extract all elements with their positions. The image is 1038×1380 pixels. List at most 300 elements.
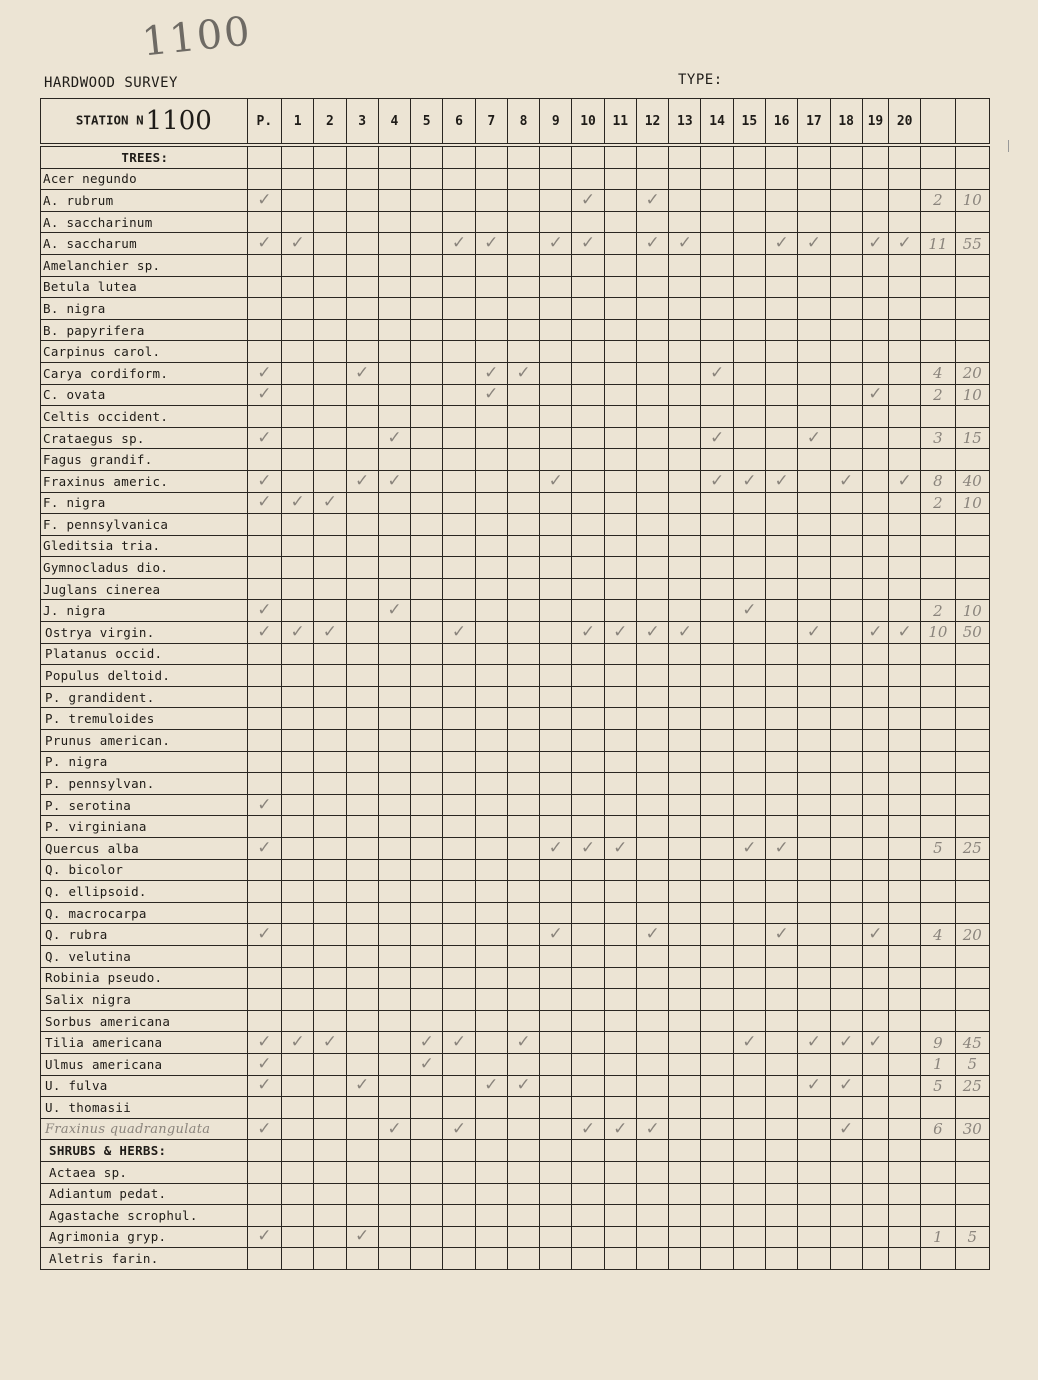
total-count: 3 <box>921 427 955 449</box>
station-cell <box>701 643 733 665</box>
station-cell <box>314 1140 346 1162</box>
species-name: Quercus alba <box>41 838 248 860</box>
column-header: 18 <box>830 99 862 146</box>
total-count <box>921 1161 955 1183</box>
station-cell <box>889 816 921 838</box>
station-cell <box>247 751 281 773</box>
station-cell <box>411 341 443 363</box>
column-header: 10 <box>572 99 604 146</box>
species-row <box>41 1226 990 1248</box>
station-cell <box>862 945 888 967</box>
frequency-percent: 10 <box>955 190 989 212</box>
station-cell <box>862 406 888 428</box>
station-cell <box>572 535 604 557</box>
station-cell <box>636 492 668 514</box>
station-cell <box>572 730 604 752</box>
station-cell <box>604 945 636 967</box>
species-name: U. thomasii <box>41 1097 248 1119</box>
station-cell <box>443 492 475 514</box>
station-cell <box>798 1118 830 1140</box>
station-cell <box>247 514 281 536</box>
station-cell <box>443 945 475 967</box>
total-count <box>921 1097 955 1119</box>
station-cell <box>247 686 281 708</box>
station-cell <box>889 1205 921 1227</box>
station-cell <box>282 989 314 1011</box>
check-mark: ✓ <box>798 1075 830 1097</box>
station-cell <box>282 730 314 752</box>
station-cell <box>572 384 604 406</box>
station-cell <box>701 276 733 298</box>
station-cell <box>443 1183 475 1205</box>
station-cell <box>604 384 636 406</box>
station-cell <box>346 1053 378 1075</box>
column-header: 8 <box>507 99 539 146</box>
check-mark: ✓ <box>798 427 830 449</box>
station-cell <box>669 773 701 795</box>
station-cell <box>411 665 443 687</box>
station-cell <box>669 989 701 1011</box>
station-cell <box>701 816 733 838</box>
station-cell <box>475 535 507 557</box>
station-cell <box>507 578 539 600</box>
station-cell <box>475 168 507 190</box>
station-cell <box>572 945 604 967</box>
check-mark: ✓ <box>798 1032 830 1054</box>
column-header <box>955 99 989 146</box>
species-name: Gleditsia tria. <box>41 535 248 557</box>
frequency-percent <box>955 967 989 989</box>
station-cell <box>507 427 539 449</box>
check-mark: ✓ <box>830 1032 862 1054</box>
station-cell <box>889 945 921 967</box>
header-row <box>41 99 990 146</box>
station-cell <box>282 924 314 946</box>
station-cell <box>798 643 830 665</box>
station-cell <box>346 1010 378 1032</box>
station-cell <box>411 298 443 320</box>
station-cell <box>889 1053 921 1075</box>
station-cell <box>247 535 281 557</box>
frequency-percent <box>955 535 989 557</box>
station-cell <box>378 859 410 881</box>
station-cell <box>378 967 410 989</box>
station-cell <box>830 145 862 168</box>
station-cell <box>798 773 830 795</box>
species-name: Salix nigra <box>41 989 248 1011</box>
station-cell <box>411 1010 443 1032</box>
station-cell <box>378 881 410 903</box>
station-cell <box>540 1118 572 1140</box>
station-cell <box>282 406 314 428</box>
species-row <box>41 168 990 190</box>
station-cell <box>346 1183 378 1205</box>
station-cell <box>798 665 830 687</box>
station-cell <box>346 276 378 298</box>
station-cell <box>733 190 765 212</box>
species-name: Populus deltoid. <box>41 665 248 687</box>
species-name: Q. bicolor <box>41 859 248 881</box>
frequency-percent <box>955 449 989 471</box>
station-cell <box>314 643 346 665</box>
station-cell <box>798 145 830 168</box>
station-cell <box>411 168 443 190</box>
check-mark: ✓ <box>572 1118 604 1140</box>
station-cell <box>572 362 604 384</box>
station-cell <box>604 254 636 276</box>
station-cell <box>507 794 539 816</box>
station-cell <box>572 557 604 579</box>
station-cell <box>282 578 314 600</box>
species-name: P. pennsylvan. <box>41 773 248 795</box>
station-cell <box>540 1226 572 1248</box>
species-name: Fraxinus quadrangulata <box>41 1118 248 1140</box>
station-cell <box>733 686 765 708</box>
station-cell <box>604 1010 636 1032</box>
station-cell <box>889 708 921 730</box>
station-cell <box>411 1118 443 1140</box>
station-cell <box>669 406 701 428</box>
station-cell <box>701 535 733 557</box>
station-cell <box>378 1032 410 1054</box>
station-cell <box>443 168 475 190</box>
station-cell <box>604 276 636 298</box>
station-cell <box>507 773 539 795</box>
station-cell <box>889 1032 921 1054</box>
station-cell <box>507 233 539 255</box>
station-cell <box>669 1161 701 1183</box>
station-cell <box>733 233 765 255</box>
total-count <box>921 211 955 233</box>
station-cell <box>636 989 668 1011</box>
station-cell <box>540 319 572 341</box>
station-cell <box>798 1161 830 1183</box>
station-cell <box>475 449 507 471</box>
species-row <box>41 1183 990 1205</box>
species-row <box>41 276 990 298</box>
station-cell <box>669 1248 701 1270</box>
station-cell <box>507 384 539 406</box>
station-cell <box>889 1183 921 1205</box>
station-cell <box>830 751 862 773</box>
station-cell <box>378 190 410 212</box>
station-cell <box>766 1205 798 1227</box>
station-cell <box>378 924 410 946</box>
species-name: Robinia pseudo. <box>41 967 248 989</box>
column-header: 20 <box>889 99 921 146</box>
frequency-percent <box>955 578 989 600</box>
station-cell <box>889 1140 921 1162</box>
species-name: Amelanchier sp. <box>41 254 248 276</box>
station-cell <box>766 211 798 233</box>
station-cell <box>604 168 636 190</box>
station-cell <box>701 1140 733 1162</box>
station-cell <box>669 1097 701 1119</box>
station-cell <box>378 406 410 428</box>
column-header: 4 <box>378 99 410 146</box>
station-cell <box>889 967 921 989</box>
station-cell <box>282 1010 314 1032</box>
station-cell <box>733 708 765 730</box>
station-cell <box>669 1032 701 1054</box>
station-cell <box>540 1248 572 1270</box>
station-cell <box>443 427 475 449</box>
station-cell <box>475 859 507 881</box>
station-cell <box>411 622 443 644</box>
station-cell <box>378 1248 410 1270</box>
station-cell <box>798 298 830 320</box>
station-cell <box>636 859 668 881</box>
station-cell <box>862 1226 888 1248</box>
station-cell <box>701 730 733 752</box>
frequency-percent <box>955 902 989 924</box>
station-cell <box>604 1183 636 1205</box>
station-cell <box>540 362 572 384</box>
station-cell <box>507 665 539 687</box>
station-cell <box>669 1053 701 1075</box>
species-row <box>41 773 990 795</box>
frequency-percent: 30 <box>955 1118 989 1140</box>
station-cell <box>411 924 443 946</box>
check-mark: ✓ <box>247 622 281 644</box>
station-cell <box>636 535 668 557</box>
station-cell <box>540 168 572 190</box>
frequency-percent <box>955 319 989 341</box>
station-cell <box>411 233 443 255</box>
station-cell <box>733 1097 765 1119</box>
station-cell <box>346 190 378 212</box>
station-cell <box>540 427 572 449</box>
station-cell <box>766 1248 798 1270</box>
station-cell <box>507 622 539 644</box>
station-cell <box>669 470 701 492</box>
station-cell <box>411 319 443 341</box>
station-cell <box>604 859 636 881</box>
station-cell <box>669 362 701 384</box>
station-cell <box>636 1183 668 1205</box>
species-name: P. nigra <box>41 751 248 773</box>
station-cell <box>669 535 701 557</box>
station-cell <box>766 989 798 1011</box>
station-cell <box>733 145 765 168</box>
station-cell <box>701 665 733 687</box>
total-count <box>921 881 955 903</box>
station-cell <box>830 838 862 860</box>
station-cell <box>733 945 765 967</box>
total-count: 1 <box>921 1053 955 1075</box>
station-cell <box>766 190 798 212</box>
station-cell <box>798 492 830 514</box>
frequency-percent <box>955 145 989 168</box>
column-header: 2 <box>314 99 346 146</box>
station-cell <box>247 276 281 298</box>
check-mark: ✓ <box>604 838 636 860</box>
frequency-percent <box>955 708 989 730</box>
station-cell <box>733 319 765 341</box>
station-cell <box>733 816 765 838</box>
station-cell <box>346 535 378 557</box>
station-cell <box>636 686 668 708</box>
station-cell <box>862 902 888 924</box>
station-cell <box>636 773 668 795</box>
station-cell <box>378 622 410 644</box>
station-cell <box>733 492 765 514</box>
station-cell <box>830 211 862 233</box>
station-cell <box>636 665 668 687</box>
station-cell <box>346 145 378 168</box>
station-cell <box>830 298 862 320</box>
check-mark: ✓ <box>889 622 921 644</box>
station-cell <box>604 881 636 903</box>
station-cell <box>830 816 862 838</box>
station-cell <box>378 211 410 233</box>
station-cell <box>378 1010 410 1032</box>
station-cell <box>540 600 572 622</box>
station-cell <box>862 427 888 449</box>
check-mark: ✓ <box>247 924 281 946</box>
station-cell <box>798 362 830 384</box>
station-cell <box>540 1010 572 1032</box>
station-cell <box>475 730 507 752</box>
station-cell <box>411 989 443 1011</box>
station-cell <box>314 535 346 557</box>
station-cell <box>766 557 798 579</box>
station-cell <box>314 794 346 816</box>
station-cell <box>346 989 378 1011</box>
species-name: U. fulva <box>41 1075 248 1097</box>
station-cell <box>247 1161 281 1183</box>
station-cell <box>572 902 604 924</box>
station-cell <box>540 1032 572 1054</box>
station-cell <box>378 341 410 363</box>
section-heading-row <box>41 1140 990 1162</box>
total-count <box>921 816 955 838</box>
station-cell <box>669 881 701 903</box>
station-cell <box>889 362 921 384</box>
station-cell <box>411 578 443 600</box>
station-cell <box>378 838 410 860</box>
station-cell <box>247 341 281 363</box>
check-mark: ✓ <box>540 470 572 492</box>
station-cell <box>282 190 314 212</box>
station-cell <box>798 1248 830 1270</box>
species-row <box>41 492 990 514</box>
station-cell <box>314 816 346 838</box>
station-cell <box>443 1205 475 1227</box>
station-cell <box>733 578 765 600</box>
column-header: 11 <box>604 99 636 146</box>
station-cell <box>701 384 733 406</box>
station-cell <box>475 578 507 600</box>
station-cell <box>798 686 830 708</box>
check-mark: ✓ <box>346 470 378 492</box>
total-count <box>921 298 955 320</box>
species-name: Agastache scrophul. <box>41 1205 248 1227</box>
station-cell <box>443 881 475 903</box>
species-row <box>41 967 990 989</box>
station-cell <box>636 384 668 406</box>
station-cell <box>540 341 572 363</box>
check-mark: ✓ <box>604 622 636 644</box>
station-cell <box>669 1226 701 1248</box>
station-cell <box>733 665 765 687</box>
total-count <box>921 730 955 752</box>
station-cell <box>889 449 921 471</box>
station-cell <box>314 600 346 622</box>
station-cell <box>766 362 798 384</box>
station-cell <box>411 1161 443 1183</box>
species-name: Q. rubra <box>41 924 248 946</box>
station-cell <box>411 535 443 557</box>
station-cell <box>636 1226 668 1248</box>
station-cell <box>314 902 346 924</box>
station-cell <box>862 168 888 190</box>
frequency-percent: 20 <box>955 362 989 384</box>
station-cell <box>889 1248 921 1270</box>
station-cell <box>314 751 346 773</box>
station-cell <box>733 341 765 363</box>
species-row <box>41 362 990 384</box>
station-cell <box>247 406 281 428</box>
species-row <box>41 945 990 967</box>
station-cell <box>475 341 507 363</box>
station-cell <box>889 406 921 428</box>
station-cell <box>701 319 733 341</box>
station-cell <box>733 730 765 752</box>
station-cell <box>507 945 539 967</box>
station-cell <box>701 751 733 773</box>
station-cell <box>636 967 668 989</box>
station-cell <box>862 881 888 903</box>
station-cell <box>443 535 475 557</box>
station-cell <box>733 1053 765 1075</box>
station-cell <box>314 168 346 190</box>
station-cell <box>604 773 636 795</box>
species-name: Gymnocladus dio. <box>41 557 248 579</box>
station-cell <box>669 341 701 363</box>
station-cell <box>507 1205 539 1227</box>
check-mark: ✓ <box>733 1032 765 1054</box>
station-cell <box>282 1248 314 1270</box>
station-cell <box>701 1118 733 1140</box>
station-cell <box>507 319 539 341</box>
station-cell <box>889 1075 921 1097</box>
station-cell <box>604 233 636 255</box>
station-cell <box>701 492 733 514</box>
station-cell <box>889 341 921 363</box>
station-cell <box>766 1075 798 1097</box>
station-cell <box>540 384 572 406</box>
station-cell <box>443 773 475 795</box>
station-cell <box>247 730 281 752</box>
station-cell <box>862 514 888 536</box>
station-cell <box>475 902 507 924</box>
frequency-percent <box>955 859 989 881</box>
station-cell <box>830 1053 862 1075</box>
frequency-percent <box>955 989 989 1011</box>
station-cell <box>701 211 733 233</box>
station-cell <box>862 211 888 233</box>
station-cell <box>247 1097 281 1119</box>
station-cell <box>798 406 830 428</box>
station-cell <box>604 816 636 838</box>
station-cell <box>540 945 572 967</box>
station-cell <box>282 838 314 860</box>
species-row <box>41 211 990 233</box>
station-cell <box>346 1161 378 1183</box>
species-row <box>41 406 990 428</box>
station-cell <box>247 168 281 190</box>
